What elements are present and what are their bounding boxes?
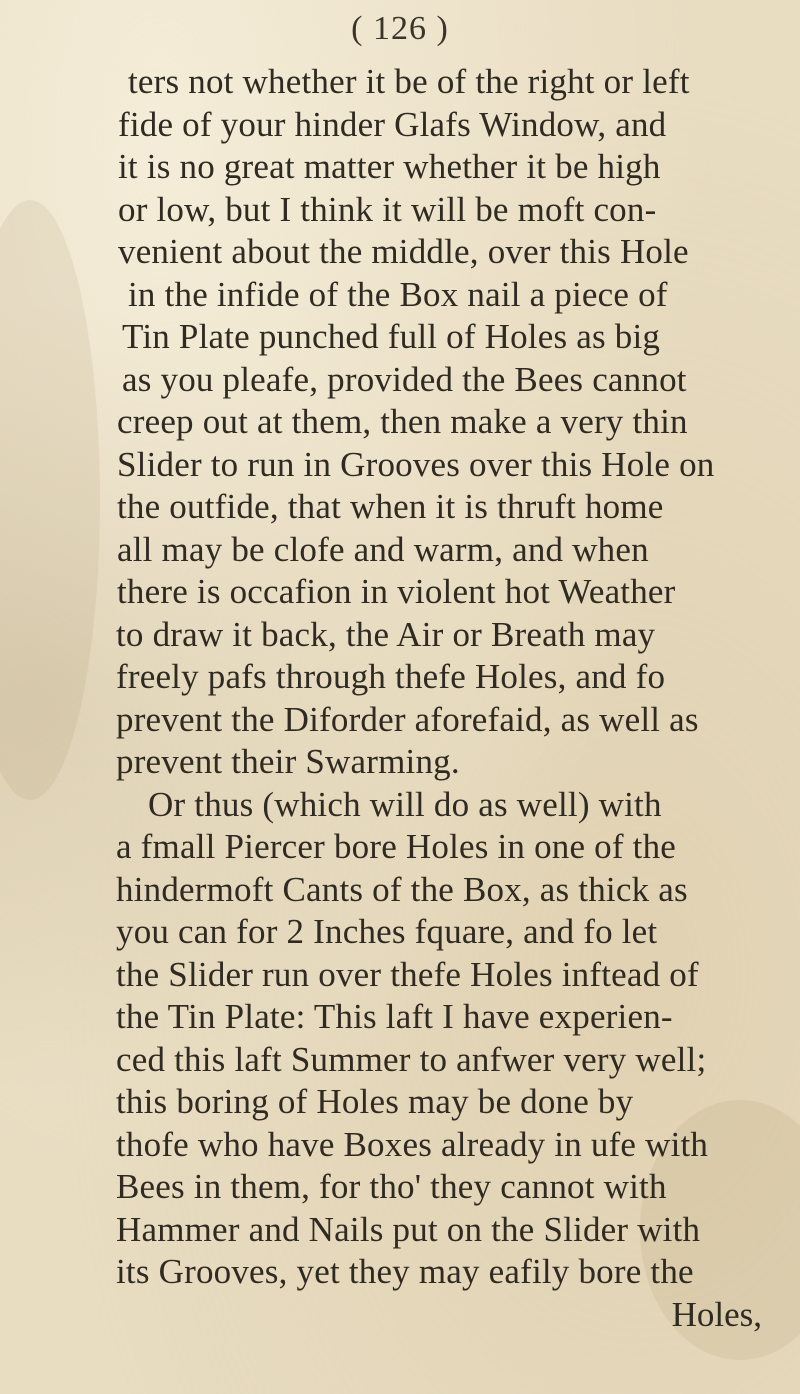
text-line: all may be clofe and warm, and when [117, 529, 649, 569]
text-line: its Grooves, yet they may eafily bore the [116, 1252, 694, 1291]
text-line: prevent the Diforder aforefaid, as well as [116, 699, 699, 739]
paper-stain [0, 200, 100, 800]
text-line: a fmall Piercer bore Holes in one of the [116, 827, 677, 866]
text-line: prevent their Swarming. [116, 742, 460, 781]
text-line: Or thus (which will do as well) with [148, 784, 662, 824]
text-line: this boring of Holes may be done by [116, 1082, 634, 1121]
text-line: Bees in them, for tho' they cannot with [116, 1167, 667, 1206]
text-line: thofe who have Boxes already in ufe with [116, 1124, 709, 1164]
text-line: the Slider run over thefe Holes inftead of [116, 954, 699, 994]
text-line: ced this laft Summer to anfwer very well; [116, 1039, 707, 1079]
text-line: freely pafs through thefe Holes, and fo [116, 657, 666, 696]
text-line: to draw it back, the Air or Breath may [116, 614, 656, 654]
catchword: Holes, [671, 1294, 762, 1334]
text-line: Tin Plate punched full of Holes as big [122, 317, 661, 356]
text-line: ters not whether it be of the right or left [128, 62, 690, 101]
text-line: creep out at them, then make a very thin [117, 402, 688, 441]
text-line: fide of your hinder Glafs Window, and [118, 104, 667, 144]
text-line: Hammer and Nails put on the Slider with [116, 1209, 701, 1249]
text-line: it is no great matter whether it be high [118, 147, 661, 186]
text-line: you can for 2 Inches fquare, and fo let [116, 912, 658, 951]
text-line: or low, but I think it will be moft con- [118, 189, 657, 229]
text-line: venient about the middle, over this Hole [118, 232, 689, 271]
text-line: as you pleafe, provided the Bees cannot [122, 359, 687, 399]
text-line: hindermoft Cants of the Box, as thick as [116, 869, 688, 909]
text-line: Slider to run in Grooves over this Hole on [117, 444, 715, 484]
text-line: in the infide of the Box nail a piece of [128, 274, 668, 314]
text-line: the outfide, that when it is thruft home [117, 487, 664, 526]
text-line: the Tin Plate: This laft I have experien- [116, 997, 673, 1036]
page-number: ( 126 ) [351, 10, 449, 47]
text-line: there is occafion in violent hot Weather [117, 572, 676, 611]
